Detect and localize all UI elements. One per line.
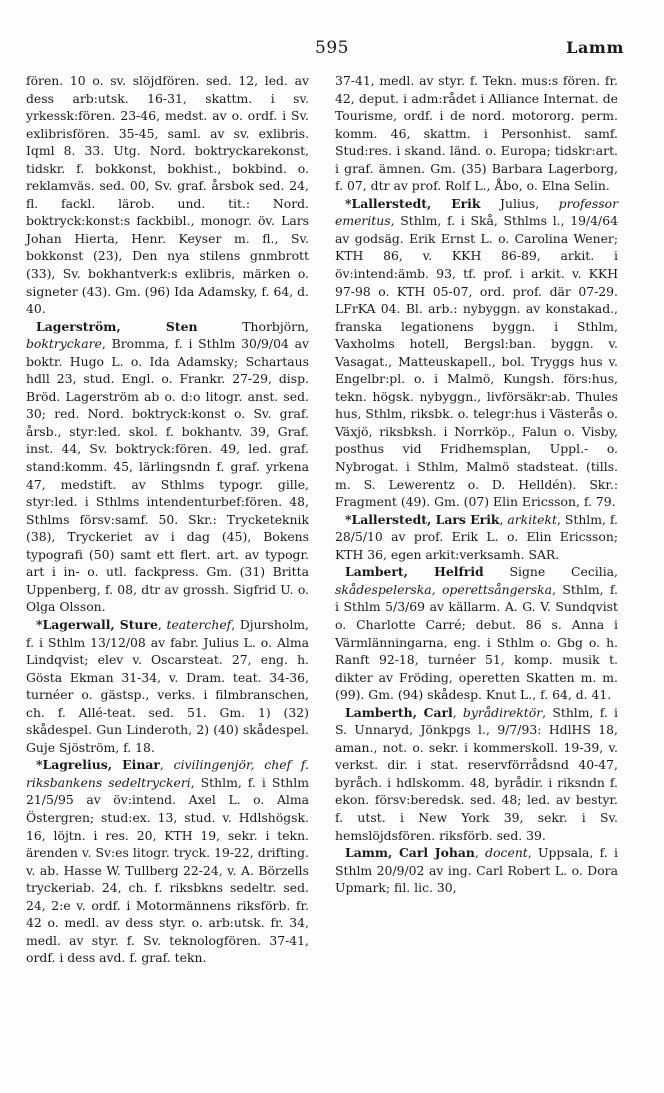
right-column [335,72,618,897]
entry-lamm-carl-johan: Lamm, Carl Johan, docent, Uppsala, f. i Sthlm 20/9/02 av ing. Carl Robert L. o. Dora Upmark; fil. lic. 30, [335,845,618,896]
entry-occupation: docent [485,845,528,861]
entry-continuation: fören. 10 o. sv. slöjdfören. sed. 12, led. av dess arb:utsk. 16-31, skattm. i sv. yrkessk:fören. 23-46, medst. av o. ordf. i Sv. exlibrisfören. 35-45, saml. av sv. exlibris. Iqml 8. 33. Utg. Nord. boktryckarekonst, tidskr. f. bokkonst, bokhist., bokbind. o. reklamväs. sed. 00, Sv. graf. årsbok sed. 24, fl. fackl. lärob. und. tit.: Nord. boktryck:konst:s fackbibl., monogr. öv. Lars Johan Hierta, Henr. Keyser m. fl., Sv. bokkonst (23), Den nya stilens gnmbrott (33), Sv. bokhantverk:s exlibris, märken o. signeter (43). Gm. (96) Ida Adamsky, f. 64, d. 40. [26,73,309,317]
entry-occupation: arkitekt [507,511,557,527]
entry-occupation: civilingenjör, chef f. riksbankens sedeltryckeri [26,757,309,790]
entry-lambert-helfrid: Lambert, Helfrid Signe Cecilia, skådespelerska, operettsångerska, Sthlm, f. i Sthlm 5/3/69 av källarm. A. G. V. Sundqvist o. Charlotte Carré; debut. 86 s. Anna i Värmlänningarna, eng. i Sthlm o. Gbg o. h. Ranft 92-18, turnéer 51, komp. musik t. dikter av Fröding, operetten Skatten m. m. (99). Gm. (94) skådesp. Knut L., f. 64, d. 41. [335,564,618,703]
entry-lagrelius-einar: *Lagrelius, Einar, civilingenjör, chef f. riksbankens sedeltryckeri, Sthlm, f. i Sthlm 21/5/95 av öv:intend. Axel L. o. Alma Östergren; stud:ex. 13, stud. v. Hdlshögsk. 16, löjtn. i res. 20, KTH 19, sekr. i tekn. ärenden v. Sv:es litogr. tryck. 19-22, drifting. v. ab. Hasse W. Tullberg 22-24, v. A. Börzells tryckeriab. 24, ch. f. riksbkns sedeltr. sed. 24, 2:e v. ordf. i Motormännens riksförb. fr. 42 o. medl. av dess styr. o. arb:utsk. fr. 34, medl. av styr. f. Sv. teknologfören. 37-41, ordf. i dess avd. f. graf. tekn. [26,757,309,966]
page-number: 595 [315,38,349,58]
entry-name: Lamberth, Carl [345,704,453,720]
entry-occupation: professor emeritus [335,195,618,229]
entry-lagerwall-sture: *Lagerwall, Sture, teaterchef, Djursholm, f. i Sthlm 13/12/08 av fabr. Julius L. o. Alma Lindqvist; elev v. Oscarsteat. 27, eng. h. Gösta Ekman 31-34, v. Dram. teat. 34-36, turnéer o. gästsp., verks. i filmbranschen, ch. f. Allé-teat. sed. 51. Gm. 1) (32) skådespel. Gun Linderoth, 2) (40) skådespel. Guje Sjöström, f. 18. [26,616,309,755]
entry-name: Lambert, Helfrid [345,564,484,580]
entry-name: *Lallerstedt, Lars Erik [345,511,500,527]
entry-lamberth-carl: Lamberth, Carl, byrådirektör, Sthlm, f. i S. Unnaryd, Jönkpgs l., 9/7/93: HdlHS 18, aman., not. o. sekr. i kommerskoll. 19-39, v. verkst. dir. i stat. reservförrådsnd 40-47, byråch. i hdlskomm. 48, byrådir. i riksndn f. ekon. försv:beredsk. sed. 48; led. av bestyr. f. utst. i New York 39, sekr. i Sv. hemslöjdsfören. riksförb. sed. 39. [335,704,618,843]
entry-occupation: byrådirektör [462,704,543,720]
entry-occupation: skådespelerska, operettsångerska [335,581,553,597]
entry-name: *Lagerwall, Sture [36,616,158,632]
entry-lallerstedt-lars-erik: *Lallerstedt, Lars Erik, arkitekt, Sthlm, f. 28/5/10 av prof. Erik L. o. Elin Ericsson; KTH 36, egen arkit:verksamh. SAR. [335,511,618,562]
entry-name: *Lagrelius, Einar [36,757,160,773]
entry-name: *Lallerstedt, Erik [345,195,481,211]
page-header [0,38,664,62]
entry-continuation: 37-41, medl. av styr. f. Tekn. mus:s fören. fr. 42, deput. i adm:rådet i Alliance Internat. de Tourisme, ordf. i de nord. motororg. perm. komm. 46, skattm. i Personhist. samf. Stud:res. i skand. länd. o. Europa; tidskr:art. i graf. ämnen. Gm. (35) Barbara Lagerborg, f. 07, dtr av prof. Rolf L., Åbo, o. Elna Selin. [335,73,618,194]
entry-name: Lamm, Carl Johan [345,845,475,861]
entry-occupation: boktryckare [26,336,102,352]
entry-occupation: teaterchef [166,616,232,632]
left-column [26,72,309,967]
entry-lagerstrom-sten: Lagerström, Sten Thorbjörn, boktryckare, Bromma, f. i Sthlm 30/9/04 av boktr. Hugo L. o. Ida Adamsky; Schartaus hdll 23, stud. Engl. o. Frankr. 27-29, disp. Bröd. Lagerström ab o. d:o litogr. anst. sed. 30; red. Nord. boktryck:konst o. Sv. graf. årsb., styr:led. skol. f. bokhantv. 39, Graf. inst. 44, Sv. boktryck:fören. 49, led. graf. stand:komm. 45, lärlingsndn f. graf. yrkena 47, medstift. av Sthlms typogr. gille, styr:led. i Sthlms intendenturbef:fören. 48, Sthlms försv:samf. 50. Skr.: Trycketeknik (38), Tryckeriet av i dag (45), Bokens typografi (50) samt ett flert. art. av typogr. art i in- o. utl. fackpress. Gm. (31) Britta Uppenberg, f. 08, dtr av grossh. Sigfrid U. o. Olga Olsson. [26,318,309,615]
running-head: Lamm [566,38,624,57]
entry-lallerstedt-erik: *Lallerstedt, Erik Julius, professor emeritus, Sthlm, f. i Skå, Sthlms l., 19/4/64 av godsäg. Erik Ernst L. o. Carolina Wener; KTH 86, v. KKH 86-89, arkit. i öv:intend:ämb. 93, tf. prof. i arkit. v. KKH 97-98 o. KTH 05-07, ord. prof. där 07-29. LFrKA 04. Bl. arb.: nybyggn. av konstakad., franska legationens byggn. i Sthlm, Vaxholms hotell, Bergsl:ban. byggn. v. Vasagat., Matteuskapell., bol. Tryggs hus v. Engelbr:pl. o. i Malmö, Kungsh. förs:hus, tekn. högsk. nybyggn., livförsäkr:ab. Thules hus, Sthlm, riksbk. o. telegr:hus i Västerås o. Växjö, riksbksh. i Norrköp., Falun o. Visby, posthus vid Fridhemsplan, Uppl.- o. Nybrogat. i Sthlm, Malmö stadsteat. (tills. m. S. Lewerentz o. D. Helldén). Skr.: Fragment (49). Gm. (07) Elin Ericsson, f. 79. [335,195,618,510]
entry-name: Lagerström, Sten [36,318,198,334]
